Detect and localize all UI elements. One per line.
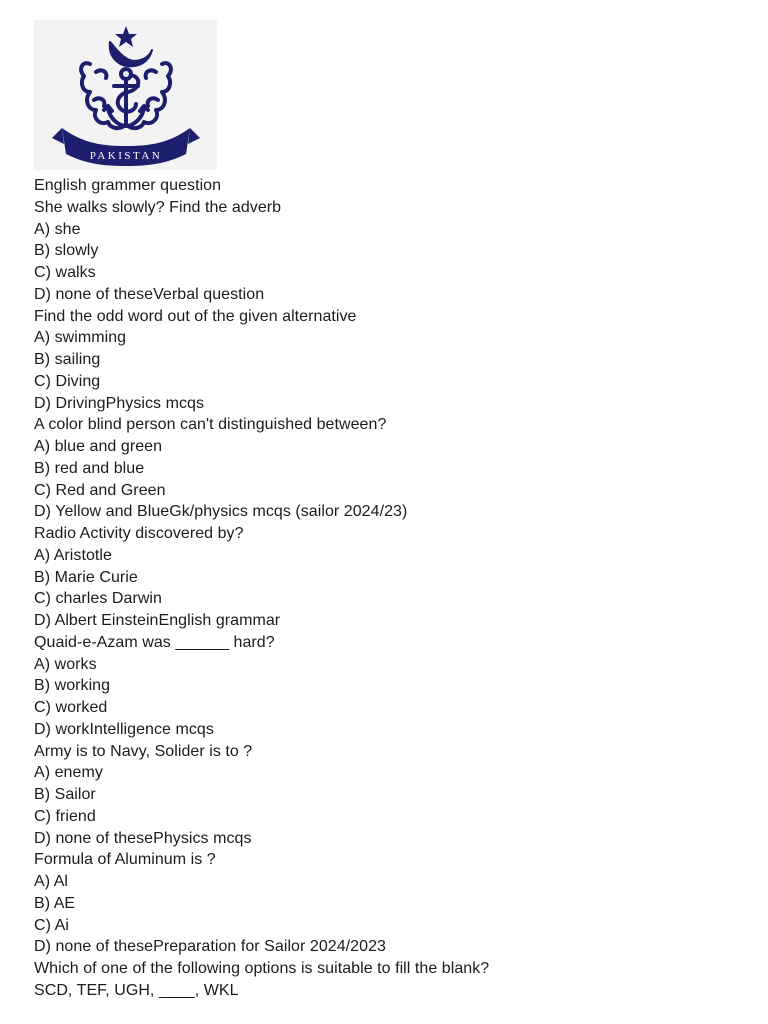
text-line: SCD, TEF, UGH, ____, WKL — [34, 981, 239, 999]
text-line: C) walks — [34, 264, 96, 281]
text-line: Find the odd word out of the given alternative — [34, 307, 357, 325]
text-line: A) blue and green — [34, 438, 163, 455]
text-line: D) none of thesePreparation for Sailor 2024/2023 — [34, 938, 386, 956]
text-line: A) she — [34, 220, 81, 238]
logo-panel — [34, 20, 217, 170]
text-line: A) enemy — [34, 764, 103, 782]
text-line: A) Al — [34, 873, 69, 890]
text-line: English grammer question — [34, 177, 222, 194]
text-line: D) Albert EinsteinEnglish grammar — [34, 612, 281, 629]
text-line: B) sailing — [34, 351, 101, 368]
text-line: B) working — [34, 677, 111, 695]
text-line: D) Yellow and BlueGk/physics mcqs (sailor 2024/23) — [34, 503, 408, 521]
text-line: C) Diving — [34, 372, 101, 390]
text-line: B) AE — [34, 894, 76, 912]
pakistan-navy-emblem-icon — [34, 20, 217, 170]
text-line: B) Sailor — [34, 786, 96, 803]
text-line: C) Ai — [34, 916, 69, 934]
text-line: D) workIntelligence mcqs — [34, 720, 214, 738]
text-line: D) none of thesePhysics mcqs — [34, 829, 252, 847]
text-line: A) Aristotle — [34, 546, 112, 564]
text-line: A) works — [34, 655, 97, 673]
logo-text: PAKISTAN — [89, 150, 163, 162]
text-line: Army is to Navy, Solider is to ? — [34, 742, 253, 760]
text-line: A color blind person can't distinguished between? — [34, 416, 387, 434]
text-line: A) swimming — [34, 329, 127, 347]
question-list — [34, 175, 754, 1002]
text-line: Formula of Aluminum is ? — [34, 851, 216, 869]
text-line: Quaid-e-Azam was ______ hard? — [34, 633, 275, 651]
text-line: B) Marie Curie — [34, 568, 138, 586]
text-line: C) Red and Green — [34, 481, 166, 499]
text-line: C) worked — [34, 699, 108, 716]
text-line: She walks slowly? Find the adverb — [34, 198, 282, 216]
text-line: C) friend — [34, 807, 96, 825]
text-line: Which of one of the following options is suitable to fill the blank? — [34, 960, 490, 977]
text-line: B) red and blue — [34, 459, 145, 477]
text-line: C) charles Darwin — [34, 590, 162, 608]
text-line: D) DrivingPhysics mcqs — [34, 394, 205, 412]
text-line: B) slowly — [34, 242, 99, 260]
text-line: Radio Activity discovered by? — [34, 525, 244, 542]
text-line: D) none of theseVerbal question — [34, 285, 265, 303]
